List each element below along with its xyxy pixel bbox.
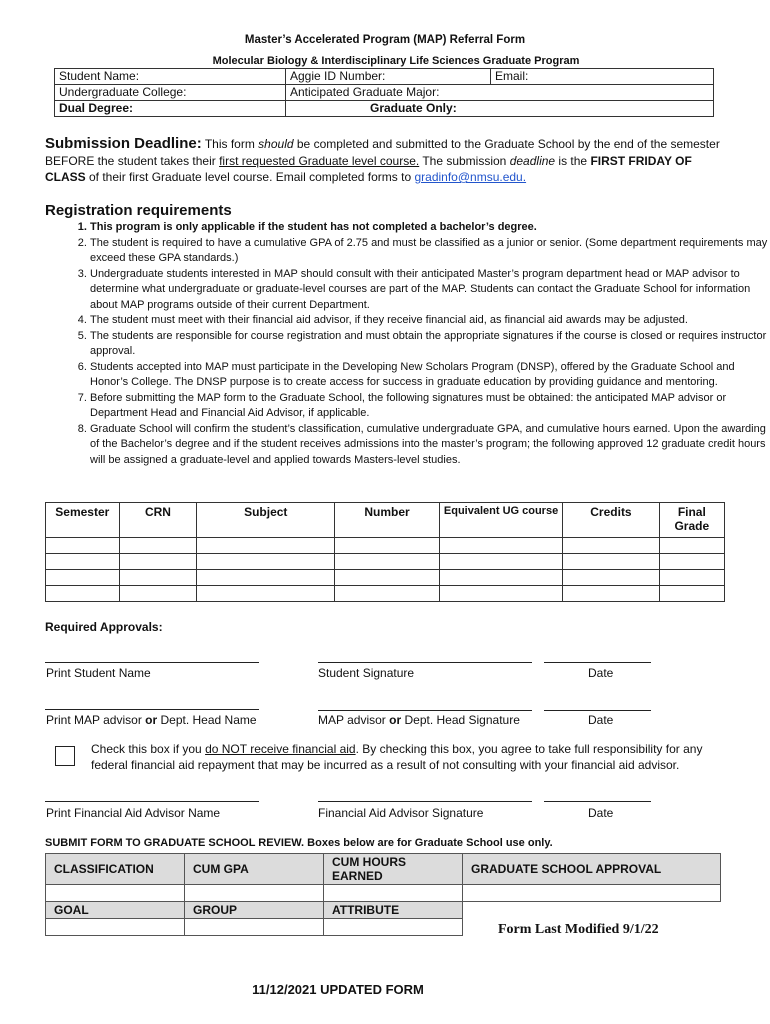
col-subject: Subject xyxy=(197,503,335,538)
requirement-item: 4. The student must meet with their financial aid advisor, if they receive financial aid, as financial aid awards may be adjusted. xyxy=(90,313,770,329)
print-map-or: or xyxy=(145,713,158,727)
requirement-item: 8. Graduate School will confirm the student’s classification, cumulative undergraduate GPA, and cumulative hours earned. Upon the awarding of the Bachelor’s degree and if the student receives admissions into the master’s program; the following approved 12 graduate credit hours will be assigned a graduate-level and applied towards Masters-level studies. xyxy=(90,422,770,469)
print-student-label: Print Student Name xyxy=(46,666,151,680)
approval-cell[interactable] xyxy=(463,885,721,902)
deadline-paragraph xyxy=(45,136,735,186)
undergrad-college-field[interactable]: Undergraduate College: xyxy=(55,85,286,101)
map-name-line[interactable] xyxy=(45,709,259,710)
form-title: Master’s Accelerated Program (MAP) Referral Form xyxy=(244,34,526,46)
deadline-text-5: of their first Graduate level course. Email completed forms to xyxy=(85,170,415,184)
col-equivalent: Equivalent UG course xyxy=(439,503,562,538)
checkbox-text-2: . By checking this box, you agree to take full responsibility for any federal financial aid repayment that may be incurred as a result of not consulting with your financial aid advisor. xyxy=(91,742,703,772)
approvals-heading: Required Approvals: xyxy=(45,620,163,634)
print-map-text-1: Print MAP advisor xyxy=(46,713,146,727)
table-row[interactable] xyxy=(46,538,725,554)
fa-signature-label: Financial Aid Advisor Signature xyxy=(318,806,484,820)
cum-hours-header: CUM HOURS EARNED xyxy=(324,854,463,885)
map-signature-label xyxy=(318,713,520,727)
student-name-line[interactable] xyxy=(45,662,259,663)
dual-degree-field[interactable]: Dual Degree: xyxy=(55,101,286,117)
col-number: Number xyxy=(335,503,440,538)
date-label: Date xyxy=(588,666,614,680)
fa-date-line[interactable] xyxy=(544,801,651,802)
course-table xyxy=(45,502,725,602)
table-row[interactable] xyxy=(46,570,725,586)
form-subtitle: Molecular Biology & Interdisciplinary Life Sciences Graduate Program xyxy=(212,55,580,67)
student-signature-label: Student Signature xyxy=(318,666,415,680)
col-semester: Semester xyxy=(46,503,120,538)
group-header: GROUP xyxy=(185,902,324,919)
graduate-only-field[interactable]: Graduate Only: xyxy=(286,101,714,117)
checkbox-text-underline: do NOT receive financial aid xyxy=(205,742,356,756)
requirement-item: 7. Before submitting the MAP form to the Graduate School, the following signatures must be obtained: the anticipated MAP advisor or Department Head and Financial Aid Advisor, if applicable. xyxy=(90,391,770,422)
map-sig-text-2: Dept. Head Signature xyxy=(401,713,520,727)
cum-gpa-header: CUM GPA xyxy=(185,854,324,885)
deadline-should: should xyxy=(258,137,294,151)
deadline-text-4: is the xyxy=(555,153,591,168)
requirement-item: 5. The students are responsible for course registration and must obtain the appropriate signatures if the course is closed or requires instructor approval. xyxy=(90,329,770,360)
date-label: Date xyxy=(588,806,614,820)
map-sig-or: or xyxy=(389,713,402,727)
classification-cell[interactable] xyxy=(46,885,185,902)
col-credits: Credits xyxy=(563,503,659,538)
email-field[interactable]: Email: xyxy=(491,69,714,85)
form-last-modified: Form Last Modified 9/1/22 xyxy=(498,922,659,937)
map-date-line[interactable] xyxy=(544,710,651,711)
attribute-header: ATTRIBUTE xyxy=(324,902,463,919)
cum-gpa-cell[interactable] xyxy=(185,885,324,902)
aggie-id-field[interactable]: Aggie ID Number: xyxy=(286,69,491,85)
student-date-line[interactable] xyxy=(544,662,651,663)
print-map-label xyxy=(46,713,257,727)
student-name-field[interactable]: Student Name: xyxy=(55,69,286,85)
requirement-item: 1. This program is only applicable if the student has not completed a bachelor’s degree. xyxy=(90,220,770,236)
registration-heading: Registration requirements xyxy=(45,202,232,219)
checkbox-text xyxy=(91,741,721,773)
classification-header: CLASSIFICATION xyxy=(46,854,185,885)
requirement-item: 2. The student is required to have a cumulative GPA of 2.75 and must be classified as a junior or senior. (Some department requirements may exceed these GPA standards.) xyxy=(90,236,770,267)
group-cell[interactable] xyxy=(185,919,324,936)
deadline-first-friday: FIRST FRIDAY OF CLASS xyxy=(45,153,692,184)
student-signature-line[interactable] xyxy=(318,662,532,663)
deadline-first-course: first requested Graduate level course. xyxy=(219,153,420,168)
table-row[interactable] xyxy=(46,586,725,602)
gradinfo-email-link[interactable]: gradinfo@nmsu.edu. xyxy=(414,170,527,184)
fa-signature-line[interactable] xyxy=(318,801,532,802)
attribute-cell[interactable] xyxy=(324,919,463,936)
col-crn: CRN xyxy=(119,503,197,538)
print-fa-label: Print Financial Aid Advisor Name xyxy=(46,806,221,820)
map-signature-line[interactable] xyxy=(318,710,532,711)
table-row[interactable] xyxy=(46,554,725,570)
approval-header: GRADUATE SCHOOL APPROVAL xyxy=(463,854,721,885)
deadline-text-3: The submission xyxy=(419,153,510,168)
fa-name-line[interactable] xyxy=(45,801,259,802)
grad-school-heading: SUBMIT FORM TO GRADUATE SCHOOL REVIEW. Boxes below are for Graduate School use only. xyxy=(45,837,553,849)
deadline-text-2: be completed and submitted to the Graduate School by the end of the semester BEFORE the student takes their xyxy=(45,137,720,168)
col-final-grade: Final Grade xyxy=(659,503,724,538)
goal-cell[interactable] xyxy=(46,919,185,936)
student-info-table xyxy=(54,68,714,117)
checkbox-text-1: Check this box if you xyxy=(91,742,206,756)
date-label: Date xyxy=(588,713,614,727)
no-financial-aid-checkbox[interactable] xyxy=(55,746,75,766)
print-map-text-2: Dept. Head Name xyxy=(157,713,257,727)
requirement-item: 3. Undergraduate students interested in MAP should consult with their anticipated Master’s program department head or MAP advisor to determine what undergraduate or graduate-level courses are part of the MAP. Students can contact the Graduate School for information about MAP programs outside of their current Department. xyxy=(90,267,770,314)
goal-header: GOAL xyxy=(46,902,185,919)
deadline-heading: Submission Deadline: xyxy=(45,135,202,152)
grad-major-field[interactable]: Anticipated Graduate Major: xyxy=(286,85,714,101)
updated-form-label: 11/12/2021 UPDATED FORM xyxy=(252,982,424,997)
requirement-item: 6. Students accepted into MAP must participate in the Developing New Scholars Program (DNSP), offered by the Graduate School and Honor’s College. The DNSP purpose is to create access for success in graduate education by providing guidance and mentoring. xyxy=(90,360,770,391)
cum-hours-cell[interactable] xyxy=(324,885,463,902)
deadline-text-1: This form xyxy=(201,137,259,151)
deadline-word: deadline xyxy=(509,153,556,168)
map-sig-text-1: MAP advisor xyxy=(318,713,390,727)
requirements-list xyxy=(45,220,770,468)
